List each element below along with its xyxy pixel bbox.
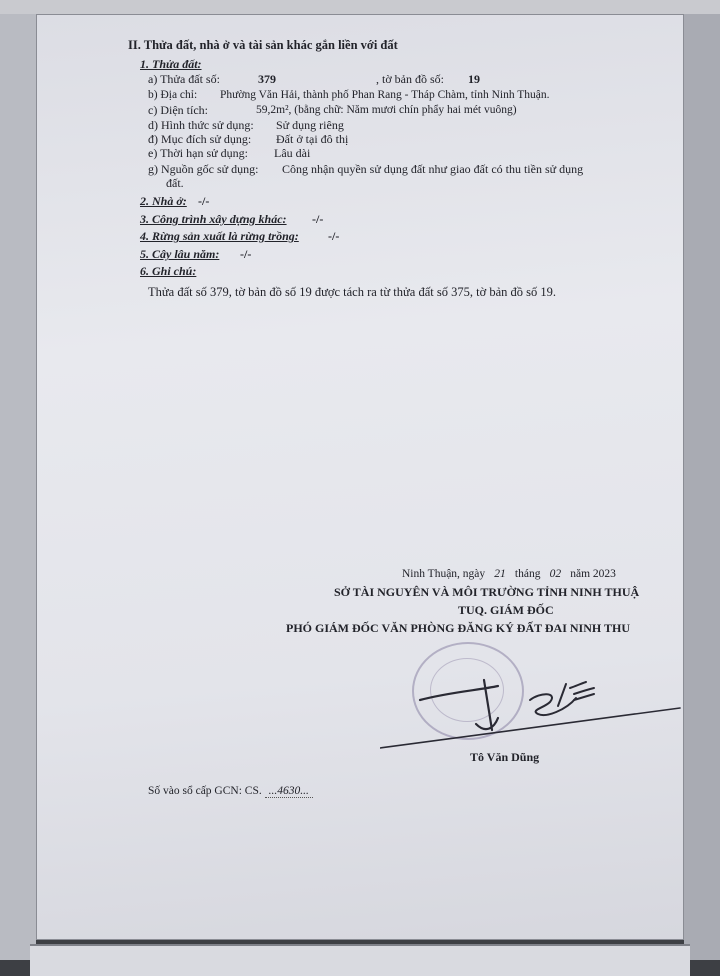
date-line — [402, 567, 616, 581]
date-day: 21 — [494, 568, 506, 580]
land-heading: 1. Thửa đất: — [140, 57, 202, 71]
address-value: Phường Văn Hải, thành phố Phan Rang - Tháp Chàm, tỉnh Ninh Thuận. — [220, 89, 550, 101]
area-label: c) Diện tích: — [148, 103, 208, 117]
usage-form-label: d) Hình thức sử dụng: — [148, 118, 254, 132]
perennial-heading: 5. Cây lâu năm: — [140, 247, 220, 261]
left-edge — [0, 14, 36, 960]
origin-value-continued: đất. — [166, 176, 184, 190]
origin-value: Công nhận quyền sử dụng đất như giao đất có thu tiền sử dụng — [282, 162, 584, 176]
area-value: 59,2m², (bằng chữ: Năm mươi chín phẩy hai mét vuông) — [256, 104, 517, 116]
year-label: năm 2023 — [570, 568, 616, 580]
authorization-line: TUQ. GIÁM ĐỐC — [458, 603, 554, 617]
notes-heading: 6. Ghi chú: — [140, 264, 197, 278]
signer-title: PHÓ GIÁM ĐỐC VĂN PHÒNG ĐĂNG KÝ ĐẤT ĐAI NINH THU — [286, 621, 631, 635]
registry-line — [148, 784, 313, 798]
notes-text: Thửa đất số 379, tờ bản đồ số 19 được tách ra từ thửa đất số 375, tờ bản đồ số 19. — [148, 285, 556, 299]
usage-form-value: Sử dụng riêng — [276, 118, 344, 132]
month-label: tháng — [514, 568, 541, 580]
perennial-value: -/- — [240, 247, 252, 261]
construction-value: -/- — [312, 212, 324, 226]
document-page — [36, 14, 684, 940]
usage-purpose-label: đ) Mục đích sử dụng: — [148, 132, 252, 146]
top-edge — [0, 0, 720, 14]
section-title: II. Thửa đất, nhà ở và tài sản khác gắn liền với đất — [128, 38, 398, 52]
handwritten-signature — [380, 670, 690, 760]
house-heading: 2. Nhà ở: — [140, 194, 187, 208]
next-page-edge — [30, 944, 690, 976]
date-month: 02 — [549, 568, 562, 580]
map-sheet-label: , tờ bản đồ số: — [376, 72, 445, 86]
address-label: b) Địa chỉ: — [148, 89, 198, 101]
map-sheet-value: 19 — [468, 72, 480, 86]
signer-name: Tô Văn Dũng — [470, 750, 540, 764]
right-edge — [684, 14, 720, 960]
registry-value: ...4630... — [265, 785, 313, 798]
registry-label: Số vào sổ cấp GCN: CS. — [148, 785, 262, 797]
forest-heading: 4. Rừng sản xuất là rừng trồng: — [140, 229, 299, 243]
place-date-label: Ninh Thuận, ngày — [402, 568, 486, 580]
usage-term-value: Lâu dài — [274, 146, 311, 160]
origin-label: g) Nguồn gốc sử dụng: — [148, 162, 259, 176]
usage-purpose-value: Đất ở tại đô thị — [276, 132, 349, 146]
house-value: -/- — [198, 194, 210, 208]
usage-term-label: e) Thời hạn sử dụng: — [148, 146, 248, 160]
forest-value: -/- — [328, 229, 340, 243]
parcel-number-value: 379 — [258, 72, 276, 86]
construction-heading: 3. Công trình xây dựng khác: — [140, 212, 287, 226]
issuing-organization: SỞ TÀI NGUYÊN VÀ MÔI TRƯỜNG TỈNH NINH THUẬ — [334, 585, 640, 599]
parcel-number-label: a) Thửa đất số: — [148, 72, 220, 86]
